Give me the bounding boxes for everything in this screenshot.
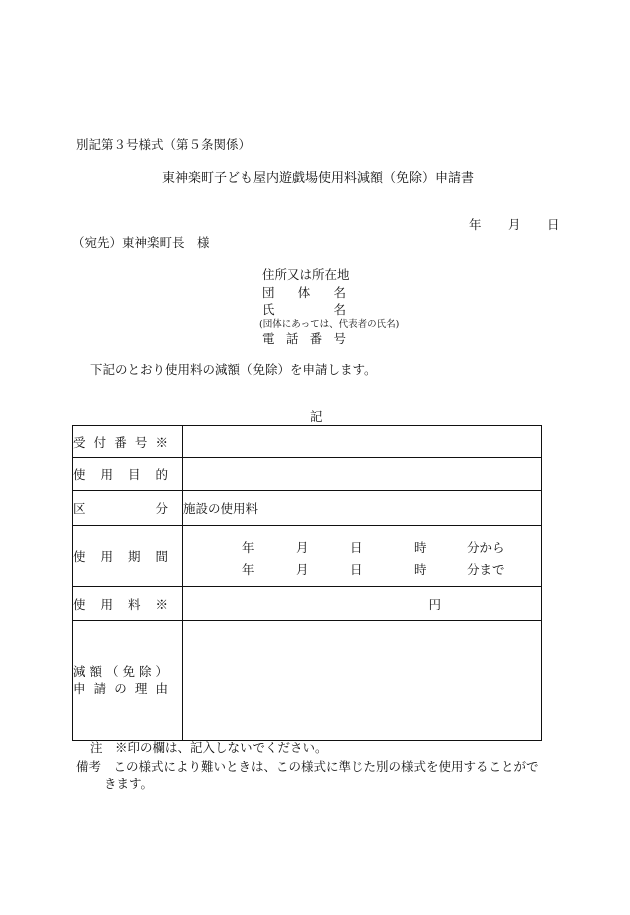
note-asterisk: 注 ※印の欄は、記入しないでください。 <box>90 740 328 755</box>
period-to-hour: 時 <box>414 562 427 577</box>
period-label: 使用期間 <box>73 526 183 587</box>
fee-unit: 円 <box>428 596 441 612</box>
remarks-line-1: 備考 この様式により難いときは、この様式に準じた別の様式を使用することがで <box>76 759 539 774</box>
request-statement: 下記のとおり使用料の減額（免除）を申請します。 <box>90 362 377 377</box>
addressee: （宛先）東神楽町長 様 <box>72 235 210 250</box>
period-to-day: 日 <box>350 562 363 577</box>
period-row <box>73 526 542 587</box>
applicant-name-label: 氏名 <box>262 302 346 317</box>
period-to-month: 月 <box>296 562 309 577</box>
applicant-group-label: 団体名 <box>262 285 346 300</box>
period-field[interactable] <box>183 526 542 587</box>
category-label: 区分 <box>73 491 183 526</box>
application-table <box>72 425 542 741</box>
period-from-day: 日 <box>350 540 363 555</box>
period-to-year: 年 <box>242 562 255 577</box>
purpose-label: 使用目的 <box>73 458 183 491</box>
period-from-month: 月 <box>296 540 309 555</box>
document-title: 東神楽町子ども屋内遊戯場使用料減額（免除）申請書 <box>162 171 475 186</box>
date-day-label: 日 <box>547 217 560 232</box>
date-year-label: 年 <box>469 217 482 232</box>
purpose-field[interactable] <box>183 458 542 491</box>
ki-heading: 記 <box>310 409 323 424</box>
period-from-row <box>183 534 541 556</box>
category-row <box>73 491 542 526</box>
form-number: 別記第３号様式（第５条関係） <box>76 137 252 152</box>
purpose-row <box>73 458 542 491</box>
reason-label: 減額（免除） 申請の理由 <box>73 621 183 741</box>
period-to-row <box>183 556 541 578</box>
reason-row <box>73 621 542 741</box>
receipt-number-label: 受付番号※ <box>73 426 183 458</box>
fee-field[interactable] <box>183 587 542 621</box>
applicant-phone-label: 電話番号 <box>262 331 346 346</box>
period-from-hour: 時 <box>414 540 427 555</box>
receipt-number-field[interactable] <box>183 426 542 458</box>
applicant-name-note: (団体にあっては、代表者の氏名) <box>259 319 400 330</box>
receipt-row <box>73 426 542 458</box>
reason-field[interactable] <box>183 621 542 741</box>
applicant-address-label: 住所又は所在地 <box>262 267 350 282</box>
category-value: 施設の使用料 <box>183 491 542 526</box>
remarks-line-2: きます。 <box>104 776 154 791</box>
fee-row <box>73 587 542 621</box>
date-month-label: 月 <box>508 217 521 232</box>
period-from-minute: 分から <box>467 540 505 555</box>
period-from-year: 年 <box>242 540 255 555</box>
fee-label: 使用料※ <box>73 587 183 621</box>
period-to-minute: 分まで <box>467 562 505 577</box>
